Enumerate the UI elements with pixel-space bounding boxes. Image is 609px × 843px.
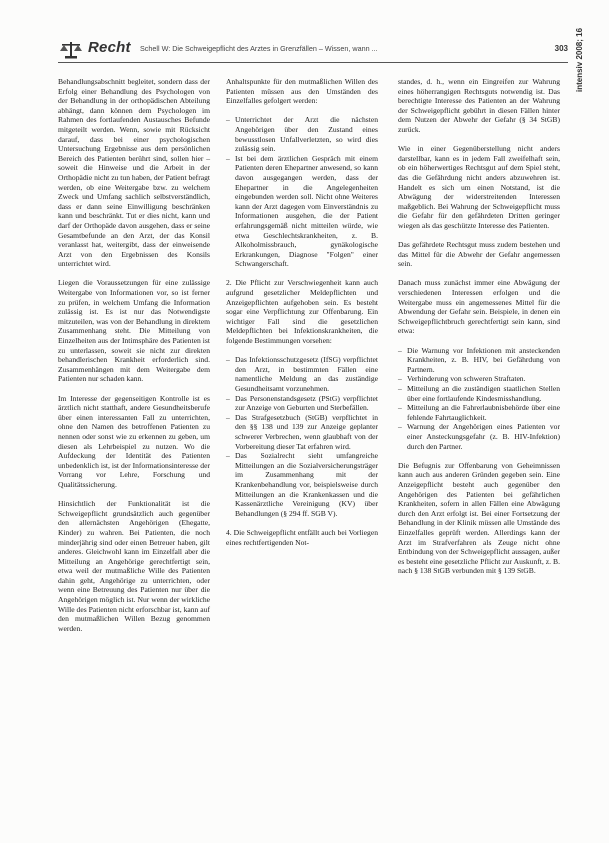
paragraph: Das gefährdete Rechtsgut muss zudem bestehen und das Mittel für die Abwehr der Gefahr angemessen sein. xyxy=(398,240,560,269)
bullet-list xyxy=(226,115,378,269)
paragraph: Wie in einer Gegenüberstellung nicht anders darstellbar, kann es in jedem Fall zweifelhaft sein, ob ein höherwertiges Rechtsgut auf dem Spiel steht, das die Gefährdung nicht anders abzuwehren ist. Handelt es sich um einen Notstand, ist die Abwägung der widerstreitenden Interessen maßgeblich. Bei Wahrung der Schweigepflicht muss die Gefahr für den gefährdeten Dritten geringer wiegen als das geschützte Interesse des Patienten. xyxy=(398,144,560,230)
page-header xyxy=(58,38,568,63)
list-item: – Mitteilung an die zuständigen staatlichen Stellen über eine fortlaufende Kindesmisshandlung. xyxy=(398,384,560,403)
list-item: – Die Warnung vor Infektionen mit ansteckenden Krankheiten, z. B. HIV, bei Gefährdung von Partnern. xyxy=(398,346,560,375)
paragraph: Danach muss zunächst immer eine Abwägung der verschiedenen Interessen erfolgen und die Weitergabe muss ein angemessenes Mittel für die Abwendung der Gefahr sein. Beispiele, in denen ein Schweigepflichtbruch gerechtfertigt sein kann, sind etwa: xyxy=(398,278,560,336)
scales-of-justice-icon xyxy=(58,40,84,60)
list-item: – Ist bei dem ärztlichen Gespräch mit einem Patienten deren Ehepartner anwesend, so kann davon ausgegangen werden, dass der Ehepartner in die Angelegenheiten eingebunden werden soll. Nicht ohne Weiteres kann der Arzt dagegen vom Einverständnis zu Informationen ausgehen, die der Patient erfahrungsgemäß nicht mitteilen würde, wie etwa Geschlechtskrankheiten, z. B. Alkoholmissbrauch, gynäkologische Erkrankungen, Diagnose "Folgen" einer Schwangerschaft. xyxy=(226,154,378,269)
list-item: – Mitteilung an die Fahrerlaubnisbehörde über eine fehlende Fahrtauglichkeit. xyxy=(398,403,560,422)
paragraph: Liegen die Voraussetzungen für eine zulässige Weitergabe von Informationen vor, so ist ferner zu prüfen, in welchem Umfang die Information zulässig ist. Es ist nur das Notwendigste mitzuteilen, was von der Behandlung in direktem Zusammenhang steht. Die Mitteilung von Einzelheiten aus der Intimsphäre des Patienten ist zu unterlassen, soweit sie nicht zur direkten behandlerischen Krankheit erforderlich sind. Zusammenhängen mit dem Weitergabe dem Patienten nur schaden kann. xyxy=(58,278,210,384)
list-item: – Das Infektionsschutzgesetz (IfSG) verpflichtet den Arzt, in bestimmten Fällen eine namentliche Meldung an das zuständige Gesundheitsamt vorzunehmen. xyxy=(226,355,378,393)
bullet-list xyxy=(398,346,560,452)
list-item: – Das Sozialrecht sieht umfangreiche Mitteilungen an die Sozialversicherungsträger im Zusammenhang mit der Krankenbehandlung vor, beispielsweise durch Mitteilungen an die Krankenkassen und die Kassenärztliche Vereinigung (KV) über Behandlungen (§ 294 ff. SGB V). xyxy=(226,451,378,518)
list-item: – Unterrichtet der Arzt die nächsten Angehörigen über den Zustand eines bewusstlosen Unfallverletzten, so wird dies zulässig sein. xyxy=(226,115,378,153)
column-middle xyxy=(226,77,378,557)
page-number: 303 xyxy=(554,44,568,53)
journal-reference: intensiv 2008; 16 xyxy=(575,27,584,92)
list-item: – Warnung der Angehörigen eines Patienten vor einer Ansteckungsgefahr (z. B. HIV-Infektion) durch den Partner. xyxy=(398,422,560,451)
list-item: – Verhinderung von schweren Straftaten. xyxy=(398,374,560,384)
section-title: Recht xyxy=(88,39,131,56)
paragraph: Behandlungsabschnitt begleitet, sondern dass der Erfolg einer Behandlung des Psychologen von der Behandlung in der orthopädischen Abteilung abhängt, dann können dem Psychologen im Rahmen des fortlaufenden Austausches Befunde mitgeteilt werden. Wenn, sowie mit Rücksicht darauf, dass bei einer psychologischen Untersuchung Ergebnisse aus dem persönlichen Bereich des Patienten berührt sind, sollen hier – soweit die Hinweise und die Arbeit in der Orthopädie nicht zu tun haben, der Patient befragt werden, ob eine Weitergabe bzw. zu welchem Zweck und Umfang sachlich selbstverständlich, dass er dann seine Einwilligung beschränken kann und beschränkt. Tut er dies nicht, kann und darf der Orthopäde davon ausgehen, dass er seine Gesamtbefunde an den Arzt, der das Konsil veranlasst hat, weitergibt, dass der einweisende Arzt von den Ergebnissen des Konsils unterrichtet wird. xyxy=(58,77,210,269)
list-item: – Das Strafgesetzbuch (StGB) verpflichtet in den §§ 138 und 139 zur Anzeige geplanter schwerer Verbrechen, wenn glaubhaft von der Vorbereitung dieser Tat erfahren wird. xyxy=(226,413,378,451)
paragraph: 2. Die Pflicht zur Verschwiegenheit kann auch aufgrund gesetzlicher Meldepflichten und Anzeigepflichten aufgehoben sein. Es besteht sogar eine Verpflichtung zur Offenbarung. Ein wichtiger Fall sind die gesetzlichen Meldepflichten bei Infektionskrankheiten, die folgende Bestimmungen vorsehen: xyxy=(226,278,378,346)
column-right xyxy=(398,77,560,585)
paragraph: Im Interesse der gegenseitigen Kontrolle ist es ärztlich nicht statthaft, andere Gesundheitsberufe über einen interessanten Fall zu unterrichten, ohne den Namen des betroffenen Patienten zu nennen oder sonst wie zu erkennen zu geben, um diesen als Lehrbeispiel zu nutzen. Wo die Aufdeckung der Identität des Patienten unbedenklich ist, ist der Informationsinteresse der Vorrang vor Lehre, Forschung und Qualitätssicherung. xyxy=(58,393,210,489)
article-running-title: Schell W: Die Schweigepflicht des Arztes in Grenzfällen – Wissen, wann ... xyxy=(140,44,378,53)
paragraph: Anhaltspunkte für den mutmaßlichen Willen des Patienten müssen aus den Umständen des Einzelfalles gefolgert werden: xyxy=(226,77,378,106)
bullet-list xyxy=(226,355,378,518)
column-left xyxy=(58,77,210,643)
list-item: – Das Personenstandsgesetz (PStG) verpflichtet zur Anzeige von Geburten und Sterbefällen. xyxy=(226,394,378,413)
paragraph: Die Befugnis zur Offenbarung von Geheimnissen kann auch aus anderen Gründen gegeben sein. Eine Anzeigepflicht besteht auch gegenüber den Angehörigen des Patienten bei gefährlichen Krankheiten, sofern in allen Fällen eine Abwägung durch den Arzt erfolgt ist. Bei einer Fortsetzung der Behandlung in der Klinik müssen alle Umstände des Einzelfalles geprüft werden. Allerdings kann der Arzt im Strafverfahren als Zeuge nicht ohne Entbindung von der Schweigepflicht aussagen, außer es besteht eine gesetzliche Pflicht zur Auskunft, z. B. nach § 138 StGB verbunden mit § 139 StGB. xyxy=(398,460,560,576)
paragraph: Hinsichtlich der Funktionalität ist die Schweigepflicht grundsätzlich auch gegenüber den allernächsten Angehörigen (Ehegatte, Kinder) zu wahren. Bei Patienten, die noch minderjährig sind oder einen Betreuer haben, gilt anderes. Gleichwohl kann im Einzelfall aber die Mitteilung an Angehörige gerechtfertigt sein, etwa weil der mutmaßliche Wille des Patienten dahin geht, Angehörige zu unterrichten, oder wenn eine Betreuung des Patienten nur über die Angehörigen möglich ist. Nur wenn der wirkliche Wille des Patienten nicht erforschbar ist, kann auf den mutmaßlichen Willen Bezug genommen werden. xyxy=(58,499,210,633)
paragraph: standes, d. h., wenn ein Eingreifen zur Wahrung eines höherrangigen Rechtsguts notwendig ist. Das berechtigte Interesse des Patienten an der Wahrung der Schweigepflicht gebührt in diesen Fällen hinter dem Nutzen der Abwehr der Gefahr (§ 34 StGB) zurück. xyxy=(398,77,560,134)
paragraph: 4. Die Schweigepflicht entfällt auch bei Vorliegen eines rechtfertigenden Not- xyxy=(226,527,378,547)
